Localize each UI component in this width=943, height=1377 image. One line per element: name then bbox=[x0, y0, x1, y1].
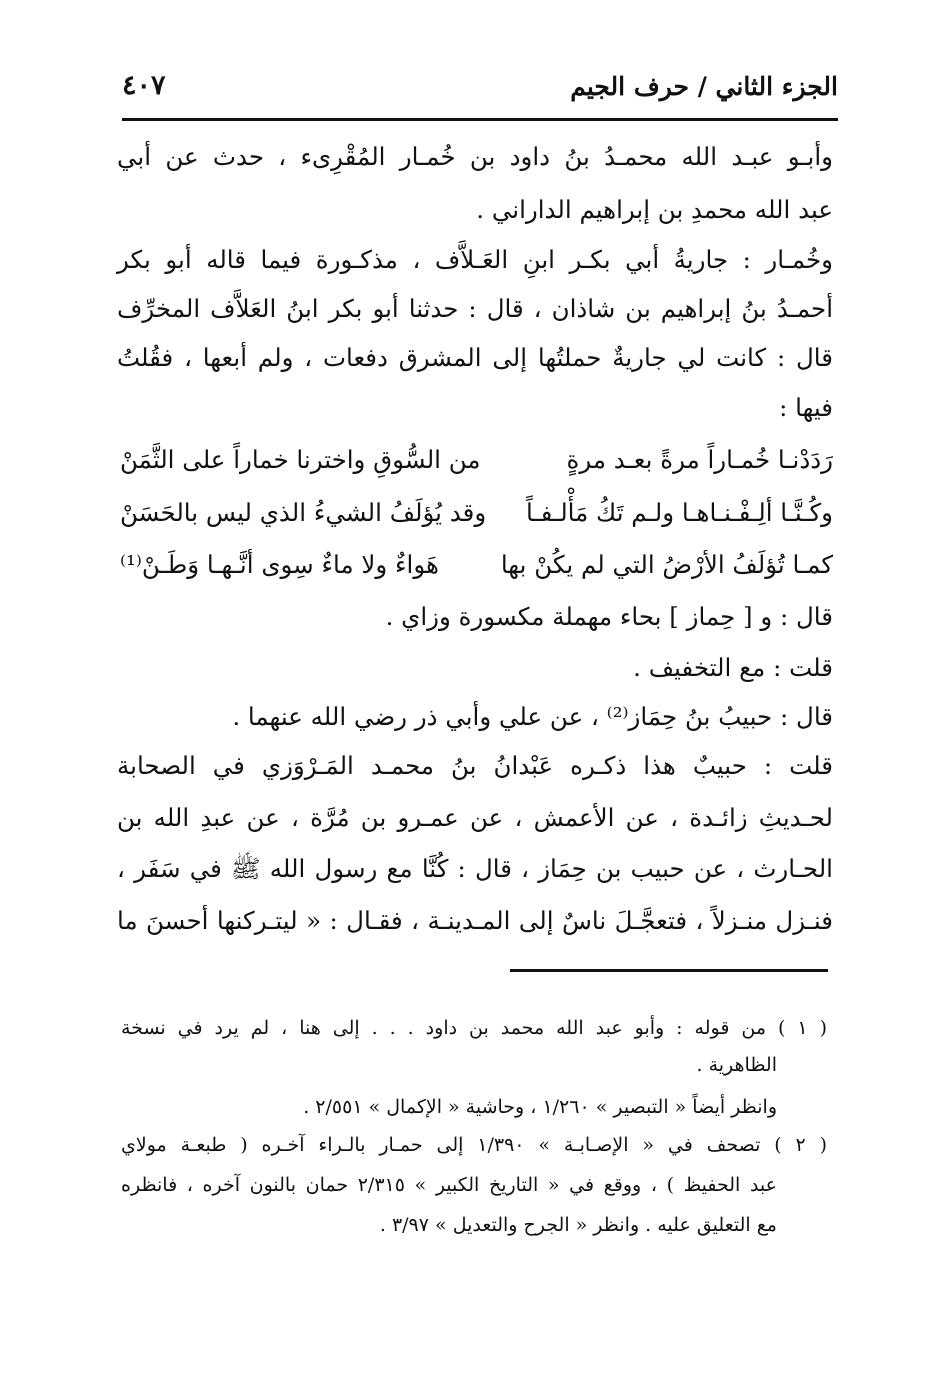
page-number: ٤٠٧ bbox=[122, 70, 166, 101]
body-line: لحـديثِ زائـدة ، عن الأعمش ، عن عمـرو بن مُرَّة ، عن عبدِ الله بن bbox=[117, 803, 833, 832]
verse-hemistich-second: وقد يُؤلَفُ الشيءُ الذي ليس بالحَسَنْ bbox=[120, 498, 487, 527]
verse-hemistich-second: هَواءٌ ولا ماءٌ سِوى أنَّـهـا وَطَـنْ⁽¹⁾ bbox=[120, 550, 439, 579]
header-rule bbox=[122, 118, 838, 121]
footnote-line: مع التعليق عليه . وانظر « الجرح والتعديل » ٣/٩٧ . bbox=[379, 1214, 777, 1236]
body-line: قال : كانت لي جاريةٌ حملتُها إلى المشرق دفعات ، ولم أبعها ، فقُلتُ bbox=[117, 343, 833, 372]
footnote-line: ( ٢ ) تصحف في « الإصـابـة » ١/٣٩٠ إلى حمـار بالـراء آخـره ( طبعـة مولاي bbox=[121, 1134, 827, 1156]
running-header bbox=[122, 66, 838, 114]
body-line: عبد الله محمدِ بن إبراهيم الداراني . bbox=[476, 195, 833, 224]
body-line: قال : حبيبُ بنُ حِمَاز⁽²⁾ ، عن علي وأبي ذر رضي الله عنهما . bbox=[232, 702, 833, 731]
verse-hemistich-second: من السُّوقِ واخترنا خماراً على الثَّمَنْ bbox=[120, 445, 481, 474]
footnote-line: ( ١ ) من قوله : وأبو عبد الله محمد بن داود . . . إلى هنا ، لم يرد في نسخة bbox=[121, 1017, 828, 1039]
body-line: وأبـو عبـد الله محمـدُ بنُ داود بن خُمـار المُقْرِىء ، حدث عن أبي bbox=[117, 142, 833, 171]
footnote-line: عبد الحفيظ ) ، ووقع في « التاريخ الكبير » ٢/٣١٥ حمان بالنون آخره ، فانظره bbox=[121, 1174, 777, 1196]
body-line: فنـزل منـزلاً ، فتعجَّـلَ ناسٌ إلى المـدينـة ، فقـال : « ليتـركنها أحسنَ ما bbox=[117, 906, 833, 935]
footnote-line: الظاهرية . bbox=[696, 1054, 777, 1076]
body-line: وخُمـار : جاريةُ أبي بكـر ابنِ العَـلاَّف ، مذكـورة فيما قاله أبو بكر bbox=[117, 245, 833, 274]
body-line: الحـارث ، عن حبيب بن حِمَاز ، قال : كُنَّا مع رسول الله ﷺ في سَفَر ، bbox=[117, 854, 833, 883]
footnote-line: وانظر أيضاً « التبصير » ١/٢٦٠ ، وحاشية « الإكمال » ٢/٥٥١ . bbox=[303, 1096, 777, 1118]
body-line: قلت : مع التخفيف . bbox=[633, 653, 833, 682]
body-line: قلت : حبيبٌ هذا ذكـره عَبْدانُ بنُ محمـد المَـرْوَزي في الصحابة bbox=[117, 751, 833, 780]
footnote-separator bbox=[510, 969, 828, 972]
body-line: فيها : bbox=[779, 393, 833, 422]
body-line: قال : و [ حِماز ] بحاء مهملة مكسورة وزاي . bbox=[385, 602, 833, 631]
body-line: أحمـدُ بنُ إبراهيم بن شاذان ، قال : حدثنا أبو بكر ابنُ العَلاَّف المخرِّف bbox=[117, 294, 833, 323]
verse-hemistich-first: كمـا تُؤلَفُ الأرْضُ التي لم يكُنْ بها bbox=[500, 550, 833, 579]
verse-hemistich-first: وكُـنَّـا ألِـفْـنـاهـا ولـم تَكُ مَأْلـفـاً bbox=[526, 498, 833, 527]
header-title: الجزء الثاني / حرف الجيم bbox=[570, 72, 838, 101]
verse-hemistich-first: رَدَدْنـا خُمـاراً مرةً بعـد مرةٍ bbox=[566, 445, 833, 474]
